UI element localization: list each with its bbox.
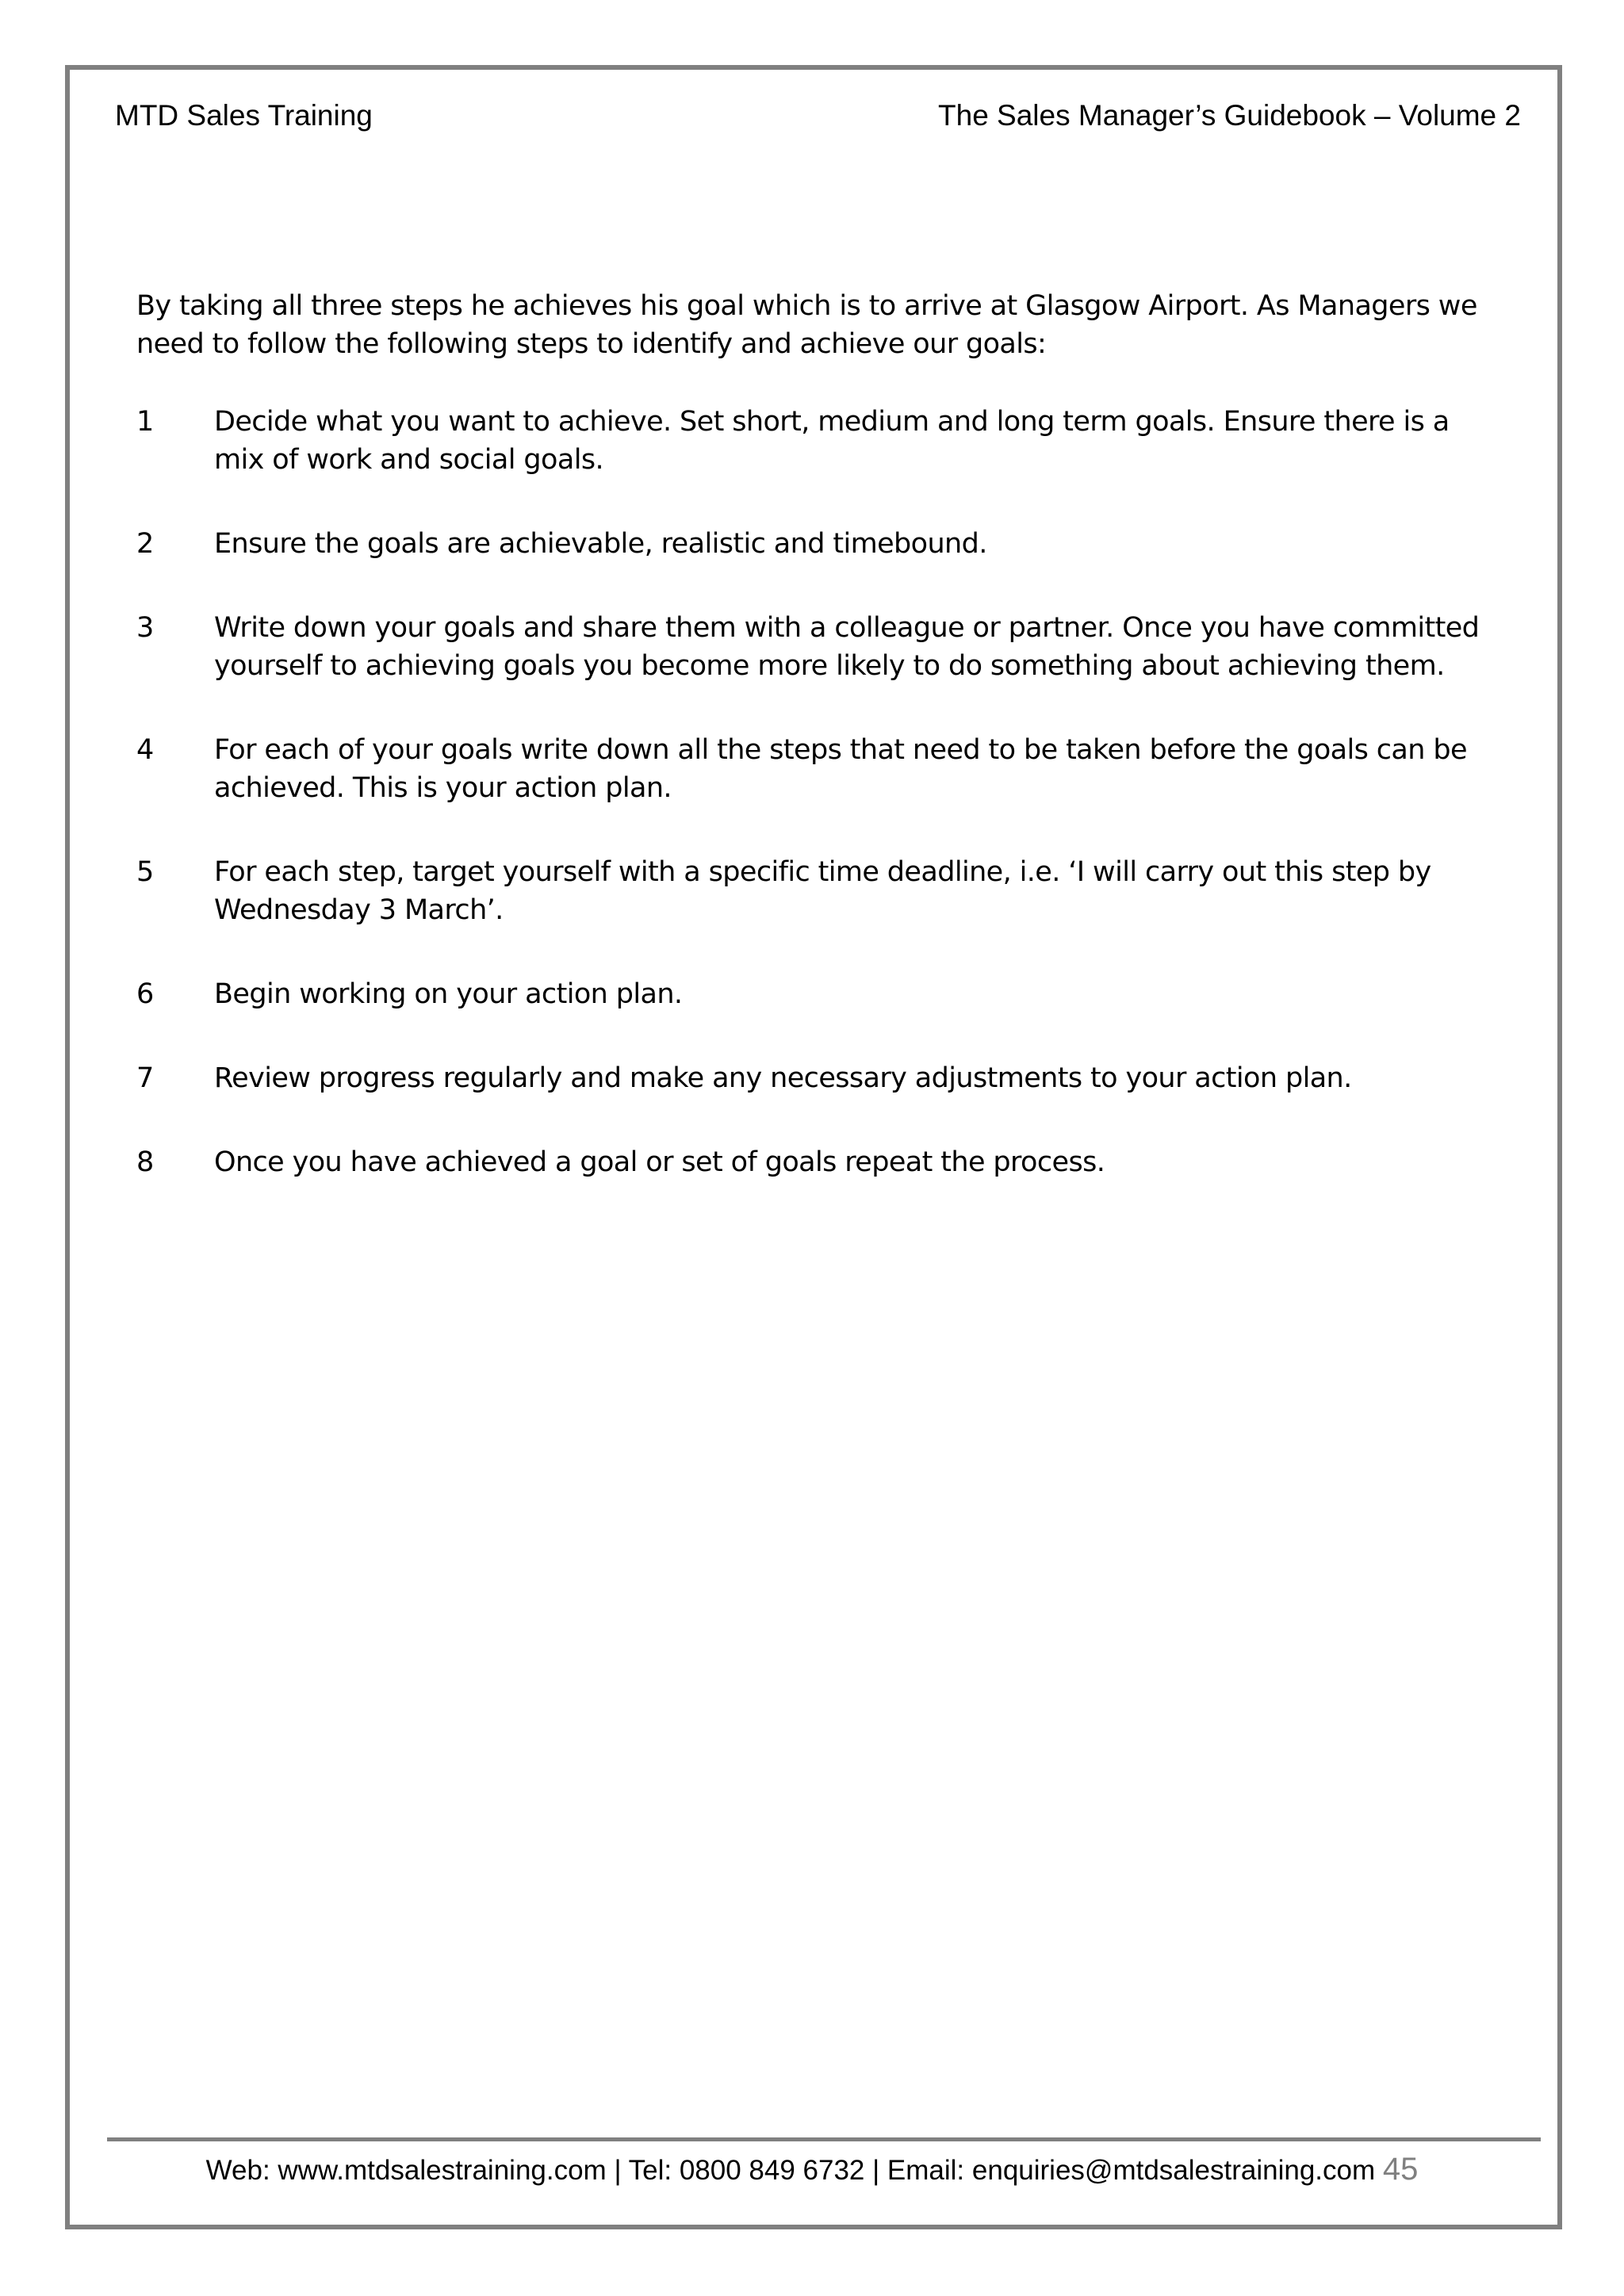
step-text: Write down your goals and share them with a colleague or partner. Once you have committed yourself to achieving goals you become more likely to do something about achieving them. [214, 612, 1480, 682]
footer-divider [107, 2137, 1541, 2141]
list-item [136, 1059, 1529, 1097]
step-text: Begin working on your action plan. [214, 978, 683, 1010]
step-number: 8 [136, 1146, 154, 1178]
intro-paragraph: By taking all three steps he achieves his goal which is to arrive at Glasgow Airport. As Managers we need to follow the following steps to identify and achieve our goals: [136, 290, 1477, 360]
list-item [136, 609, 1529, 685]
footer-contact-info: Web: www.mtdsalestraining.com | Tel: 0800 849 6732 | Email: enquiries@mtdsalestraining.com [205, 2155, 1376, 2186]
step-text: For each step, target yourself with a specific time deadline, i.e. ‘I will carry out this step by Wednesday 3 March’. [214, 856, 1431, 926]
step-text: Ensure the goals are achievable, realistic and timebound. [214, 528, 987, 560]
list-item [136, 525, 1529, 563]
step-number: 4 [136, 734, 154, 766]
step-number: 2 [136, 528, 154, 560]
list-item [136, 403, 1529, 479]
step-number: 3 [136, 612, 154, 644]
header-company-name: MTD Sales Training [115, 99, 373, 132]
step-number: 7 [136, 1062, 154, 1094]
step-text: Review progress regularly and make any necessary adjustments to your action plan. [214, 1062, 1352, 1094]
step-number: 6 [136, 978, 154, 1010]
step-text: For each of your goals write down all the steps that need to be taken before the goals can be achieved. This is your action plan. [214, 734, 1467, 804]
list-item [136, 1143, 1529, 1181]
page-number: 45 [1382, 2152, 1419, 2187]
step-text: Once you have achieved a goal or set of goals repeat the process. [214, 1146, 1105, 1178]
step-number: 1 [136, 406, 154, 438]
list-item [136, 731, 1529, 807]
step-text: Decide what you want to achieve. Set short, medium and long term goals. Ensure there is a mix of work and social goals. [214, 406, 1450, 476]
list-item [136, 975, 1529, 1013]
page-body [136, 287, 1529, 1227]
list-item [136, 853, 1529, 929]
header-book-title: The Sales Manager’s Guidebook – Volume 2 [938, 99, 1521, 132]
step-number: 5 [136, 856, 154, 888]
footer [0, 2150, 1624, 2190]
